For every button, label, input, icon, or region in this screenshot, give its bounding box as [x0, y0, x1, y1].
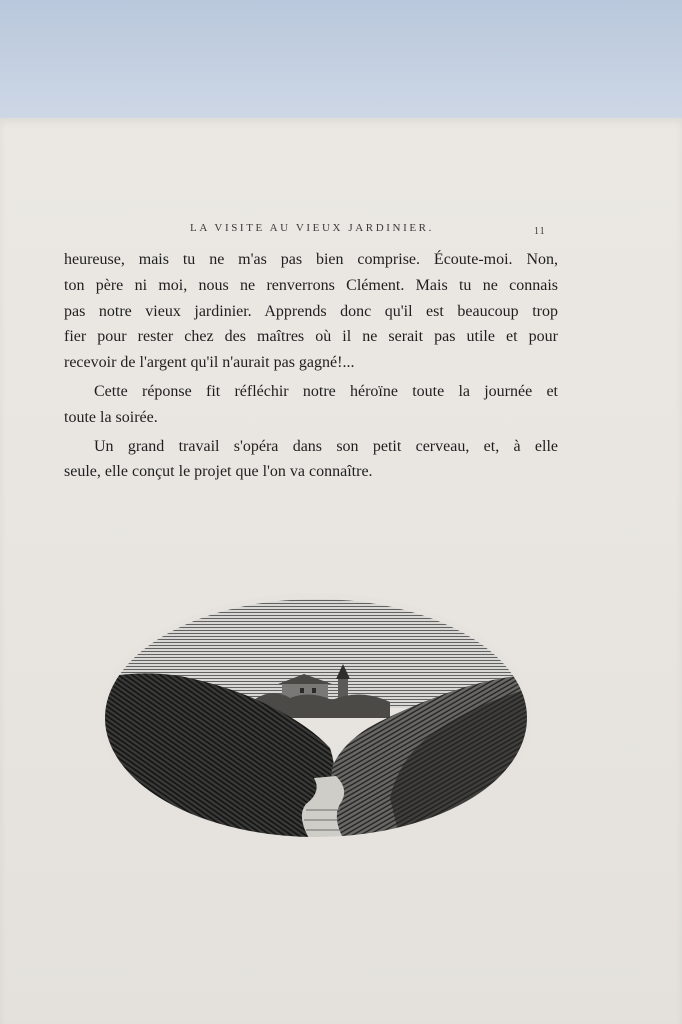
text-line: Cette réponse fit réfléchir notre héroïne toute la journée et	[94, 382, 558, 400]
paragraph	[64, 379, 558, 431]
engraving-vignette	[100, 578, 532, 840]
body-text	[64, 247, 558, 485]
text-line: ton père ni moi, nous ne renverrons Clément. Mais tu ne connais	[64, 276, 558, 294]
page-number: 11	[534, 226, 546, 237]
text-line: recevoir de l'argent qu'il n'aurait pas gagné!...	[64, 354, 355, 372]
text-line: Un grand travail s'opéra dans son petit cerveau, et, à elle	[94, 437, 558, 455]
engraving-illustration	[100, 578, 532, 840]
text-line: fier pour rester chez des maîtres où il ne serait pas utile et pour	[64, 328, 558, 346]
paragraph	[64, 247, 558, 376]
text-line: seule, elle conçut le projet que l'on va connaître.	[64, 463, 373, 481]
running-title: LA VISITE AU VIEUX JARDINIER.	[190, 222, 434, 234]
running-head	[0, 222, 682, 240]
photo-backdrop	[0, 0, 682, 128]
paragraph	[64, 434, 558, 486]
text-line: toute la soirée.	[64, 408, 158, 426]
text-line: heureuse, mais tu ne m'as pas bien comprise. Écoute-moi. Non,	[64, 251, 558, 268]
text-line: pas notre vieux jardinier. Apprends donc qu'il est beaucoup trop	[64, 302, 558, 320]
